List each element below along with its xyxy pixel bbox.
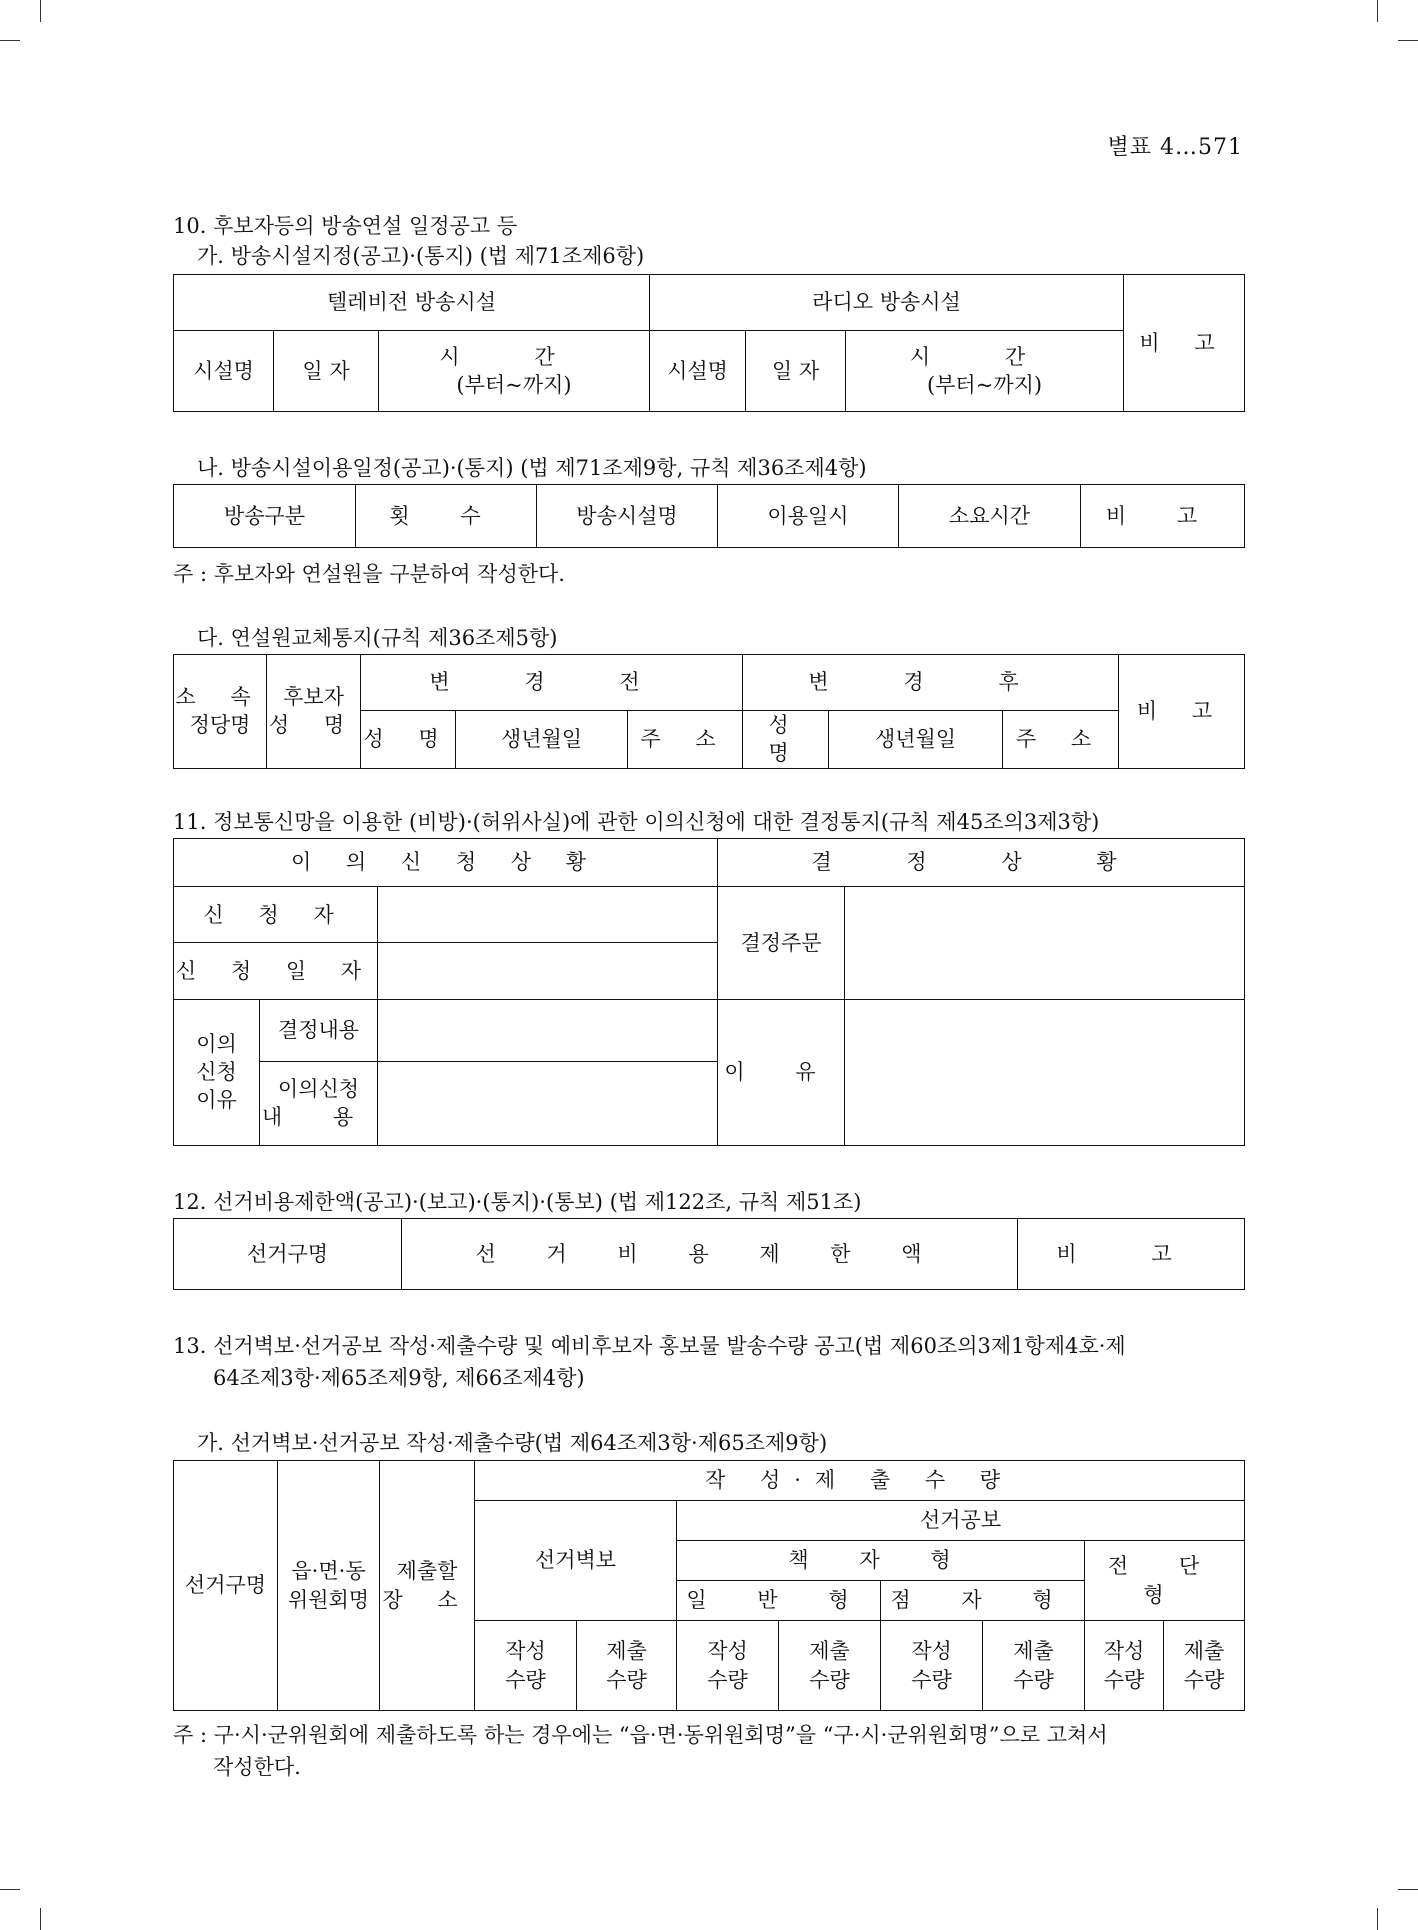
broadcast-schedule-table [173, 484, 1245, 548]
tv-time-label: 시 간 [439, 344, 589, 369]
apply-date-value [378, 943, 718, 999]
candidate-header [267, 655, 361, 769]
after-birth-header: 생년월일 [829, 711, 1003, 769]
general-type-header: 일 반 형 [677, 1581, 881, 1621]
count-header: 횟 수 [356, 485, 537, 548]
objection-content-label [260, 1061, 378, 1145]
decision-content-label: 결정내용 [260, 999, 378, 1061]
tv-facility-header: 시설명 [174, 331, 274, 412]
qty-label: 수량 [1183, 1667, 1225, 1692]
radio-facility-header: 시설명 [650, 331, 746, 412]
broadcast-facility-table [173, 274, 1245, 412]
section-13-ga-title: 가. 선거벽보·선거공보 작성·제출수량(법 제64조제3항·제65조제9항) [197, 1431, 828, 1455]
decision-content-value [378, 999, 718, 1061]
braille-type-header: 점 자 형 [881, 1581, 1085, 1621]
objection-status-header: 이 의 신 청 상 황 [174, 839, 718, 887]
section-13-title-line2: 64조제3항·제65조제9항, 제66조제4항) [213, 1366, 585, 1390]
qty-label: 수량 [707, 1667, 748, 1692]
submit-place-label-2: 장 소 [382, 1587, 472, 1612]
after-change-header: 변 경 후 [743, 655, 1119, 711]
party-label-1: 소 속 [175, 685, 265, 709]
expense-limit-header: 선 거 비 용 제 한 액 [402, 1219, 1018, 1290]
poster-write-qty-header [475, 1621, 577, 1711]
tv-time-header [379, 331, 650, 412]
crop-mark-bottom-left-h [0, 1889, 20, 1890]
before-birth-header: 생년월일 [456, 711, 628, 769]
section-10-na-note: 주 : 후보자와 연설원을 구분하여 작성한다. [173, 562, 565, 586]
submit-label: 제출 [809, 1639, 850, 1664]
tv-date-header: 일 자 [274, 331, 379, 412]
objection-decision-table [173, 838, 1245, 1146]
objection-reason-label-1: 이의 [196, 1031, 237, 1056]
write-label: 작성 [505, 1639, 546, 1664]
quantity-header: 작 성·제 출 수 량 [475, 1461, 1245, 1501]
write-label: 작성 [1103, 1639, 1145, 1664]
radio-time-label: 시 간 [909, 344, 1060, 369]
section-10-title: 10. 후보자등의 방송연설 일정공고 등 [173, 214, 518, 238]
radio-time-header [846, 331, 1124, 412]
write-label: 작성 [707, 1639, 748, 1664]
tv-header: 텔레비전 방송시설 [174, 275, 650, 331]
poster-bulletin-quantity-table [173, 1460, 1245, 1711]
qty-label: 수량 [1013, 1667, 1054, 1692]
leaflet-header: 전 단 형 [1085, 1541, 1245, 1621]
before-address-header: 주 소 [628, 711, 743, 769]
party-header [174, 655, 267, 769]
remark-header: 비 고 [1018, 1219, 1245, 1290]
use-datetime-header: 이용일시 [718, 485, 899, 548]
before-change-header: 변 경 전 [361, 655, 743, 711]
crop-mark-bottom-right-v [1377, 1908, 1378, 1930]
submit-label: 제출 [1013, 1639, 1054, 1664]
apply-date-label: 신 청 일 자 [174, 943, 378, 999]
applicant-label: 신 청 자 [174, 887, 378, 943]
remark-header: 비 고 [1081, 485, 1245, 548]
tv-time-range: (부터~까지) [456, 373, 572, 397]
general-write-qty-header [677, 1621, 779, 1711]
qty-label: 수량 [1103, 1667, 1145, 1692]
objection-content-value [378, 1061, 718, 1145]
braille-submit-qty-header [983, 1621, 1085, 1711]
crop-mark-top-left-v [40, 0, 41, 22]
qty-label: 수량 [505, 1667, 546, 1692]
section-10-na-title: 나. 방송시설이용일정(공고)·(통지) (법 제71조제9항, 규칙 제36조제4항) [197, 456, 867, 480]
braille-write-qty-header [881, 1621, 983, 1711]
after-name-header: 성 명 [743, 711, 829, 769]
radio-time-range: (부터~까지) [926, 373, 1043, 397]
objection-reason-label-3: 이유 [196, 1088, 237, 1113]
remark-header: 비 고 [1119, 655, 1245, 769]
section-13-note-line2: 작성한다. [213, 1755, 301, 1779]
objection-content-label-1: 이의신청 [277, 1077, 360, 1101]
election-district-header: 선거구명 [174, 1461, 278, 1711]
expense-limit-table [173, 1218, 1245, 1290]
leaflet-submit-qty-header [1164, 1621, 1245, 1711]
crop-mark-bottom-right-h [1398, 1889, 1418, 1890]
page-number: 별표 4…571 [1107, 135, 1243, 160]
duration-header: 소요시간 [899, 485, 1081, 548]
section-10-da-title: 다. 연설원교체통지(규칙 제36조제5항) [197, 626, 558, 650]
booklet-header: 책 자 형 [677, 1541, 1085, 1581]
election-district-header: 선거구명 [174, 1219, 402, 1290]
committee-header [278, 1461, 380, 1711]
remark-header: 비 고 [1124, 275, 1245, 412]
poster-header: 선거벽보 [475, 1501, 677, 1621]
party-label-2: 정당명 [189, 713, 251, 738]
submit-place-header [380, 1461, 475, 1711]
objection-reason-label-2: 신청 [196, 1060, 237, 1085]
after-address-header: 주 소 [1003, 711, 1119, 769]
candidate-label-2: 성 명 [268, 713, 359, 738]
radio-date-header: 일 자 [746, 331, 846, 412]
submit-label: 제출 [606, 1639, 647, 1664]
applicant-value [378, 887, 718, 943]
broadcast-type-header: 방송구분 [174, 485, 356, 548]
decision-order-label: 결정주문 [718, 887, 845, 999]
decision-order-value [845, 887, 1245, 999]
speaker-change-table [173, 654, 1245, 769]
candidate-label-1: 후보자 [283, 685, 344, 709]
qty-label: 수량 [606, 1667, 647, 1692]
bulletin-header: 선거공보 [677, 1501, 1245, 1541]
facility-name-header: 방송시설명 [537, 485, 718, 548]
objection-content-label-2: 내 용 [261, 1105, 376, 1130]
crop-mark-top-left-h [0, 40, 20, 41]
decision-status-header: 결 정 상 황 [718, 839, 1245, 887]
section-13-note-line1: 주 : 구·시·군위원회에 제출하도록 하는 경우에는 “읍·면·동위원회명”을 “구·시·군위원회명”으로 고쳐서 [173, 1723, 1108, 1747]
section-10-ga-title: 가. 방송시설지정(공고)·(통지) (법 제71조제6항) [197, 244, 645, 268]
submit-place-label-1: 제출할 [396, 1559, 458, 1584]
general-submit-qty-header [779, 1621, 881, 1711]
section-12-title: 12. 선거비용제한액(공고)·(보고)·(통지)·(통보) (법 제122조, 규칙 제51조) [173, 1190, 862, 1214]
section-13-title-line1: 13. 선거벽보·선거공보 작성·제출수량 및 예비후보자 홍보물 발송수량 공고(법 제60조의3제1항제4호·제 [173, 1334, 1126, 1358]
submit-label: 제출 [1183, 1639, 1225, 1664]
crop-mark-bottom-left-v [40, 1908, 41, 1930]
qty-label: 수량 [911, 1667, 952, 1692]
before-name-header: 성 명 [361, 711, 456, 769]
crop-mark-top-right-h [1398, 40, 1418, 41]
qty-label: 수량 [809, 1667, 850, 1692]
crop-mark-top-right-v [1377, 0, 1378, 22]
committee-label-2: 위원회명 [287, 1587, 370, 1612]
reason-label: 이 유 [718, 999, 845, 1146]
leaflet-write-qty-header [1085, 1621, 1164, 1711]
reason-value [845, 999, 1245, 1146]
write-label: 작성 [911, 1639, 952, 1664]
radio-header: 라디오 방송시설 [650, 275, 1124, 331]
section-11-title: 11. 정보통신망을 이용한 (비방)·(허위사실)에 관한 이의신청에 대한 결정통지(규칙 제45조의3제3항) [173, 810, 1100, 834]
committee-label-1: 읍·면·동 [291, 1559, 366, 1584]
objection-reason-label [174, 999, 260, 1146]
poster-submit-qty-header [577, 1621, 677, 1711]
